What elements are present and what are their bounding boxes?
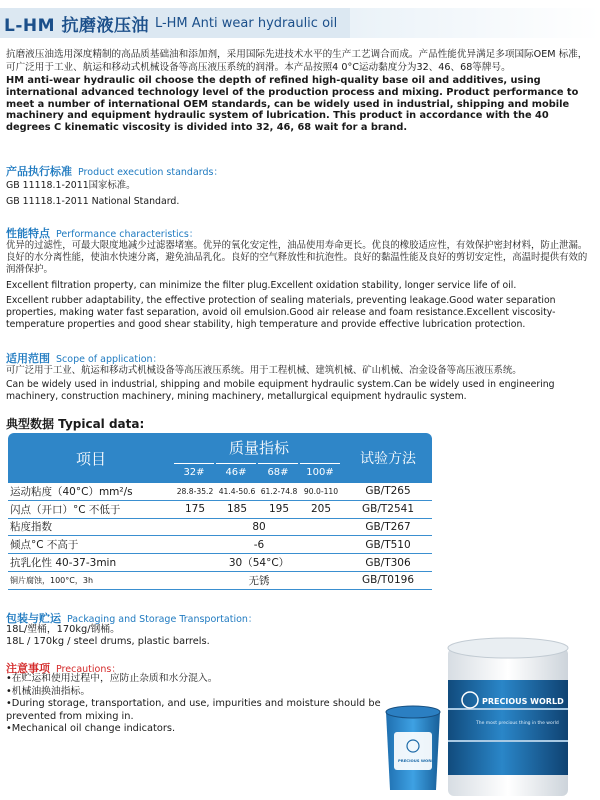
row-value: 80: [252, 520, 266, 533]
scope-title-en: Scope of application：: [56, 354, 163, 365]
drum-tagline-text: The most precious thing in the world: [476, 721, 559, 726]
performance-cn: 优异的过滤性，可最大限度地减少过滤器堵塞。优异的氧化安定性，油品使用寿命更长。优良的橡胶适应性，有效保护密封材料，防止泄漏。良好的水分离性能，使油水快速分离，避免油品乳化。良好的空气释放性和抗泡性。良好的黏温性能及良好的剪切安定性，高温时提供有效的润滑保护。: [6, 240, 588, 276]
packaging-body: [6, 624, 376, 648]
pail-lid: [386, 706, 440, 718]
row-value: -6: [253, 538, 265, 551]
title-banner: [0, 8, 350, 38]
page-subtitle: L-HM Anti wear hydraulic oil: [154, 15, 338, 31]
drum-rib: [448, 740, 568, 742]
performance-body: [6, 240, 594, 331]
row-method: GB/T2541: [361, 503, 414, 516]
scope-heading: [6, 350, 162, 366]
table-row: [8, 483, 432, 501]
row-method: GB/T265: [365, 485, 411, 498]
packaging-en: 18L / 170kg / steel drums, plastic barrels.: [6, 636, 210, 648]
row-value: 41.4-50.6: [218, 486, 256, 496]
typical-data-table: [8, 433, 432, 590]
table-row: [8, 536, 432, 554]
row-value: 28.8-35.2: [176, 486, 214, 496]
page-title: L-HM 抗磨液压油: [4, 15, 149, 36]
row-value: 无锈: [248, 574, 270, 587]
precautions-title-cn: 注意事项: [6, 662, 50, 675]
intro-section: [6, 48, 594, 134]
table-header: [8, 433, 432, 483]
row-value: 61.2-74.8: [260, 486, 298, 496]
precautions-list: [6, 673, 386, 736]
packaging-cn: 18L/塑桶，170kg/钢桶。: [6, 624, 120, 635]
packaging-title-cn: 包装与贮运: [6, 612, 61, 625]
banner-fade: [350, 8, 600, 38]
list-item: •机械油换油指标。: [6, 685, 91, 697]
row-value: 175: [184, 503, 206, 516]
grade-100-header: 100#: [300, 463, 340, 481]
standards-title-en: Product execution standards：: [78, 167, 223, 178]
scope-body: [6, 365, 594, 404]
grade-32-header: 32#: [174, 463, 214, 481]
standards-en: GB 11118.1-2011 National Standard.: [6, 196, 180, 208]
precautions-title-en: Precautions：: [56, 664, 121, 675]
row-value: 90.0-110: [303, 486, 339, 496]
typical-data-title: 典型数据 Typical data:: [6, 417, 145, 431]
performance-title-cn: 性能特点: [6, 227, 50, 240]
list-item: •在贮运和使用过程中，应防止杂质和水分混入。: [6, 673, 218, 684]
row-method: GB/T306: [365, 556, 411, 569]
row-item: 粘度指数: [10, 521, 52, 534]
row-value: 205: [310, 503, 332, 516]
pail-label: [394, 732, 432, 770]
intro-cn: 抗磨液压油选用深度精制的高品质基础油和添加剂，采用国际先进技术水平的生产工艺调合而成。产品性能优异满足多项国际OEM 标准，可广泛用于工业、航运和移动式机械设备等高压液压系统的润滑。本产品按照4 0°C运动黏度分为32、46、68等牌号。: [6, 49, 588, 73]
row-item: 铜片腐蚀，100°C，3h: [10, 575, 94, 585]
table-row: [8, 501, 432, 519]
row-method: GB/T267: [365, 520, 411, 533]
table-row: [8, 519, 432, 537]
standards-title-cn: 产品执行标准: [6, 165, 72, 178]
drum-rib: [448, 708, 568, 710]
scope-cn: 可广泛用于工业、航运和移动式机械设备等高压液压系统。用于工程机械、建筑机械、矿山机械、冶金设备等高压液压系统。: [6, 365, 522, 376]
table-row: [8, 554, 432, 572]
row-item: 抗乳化性 40-37-3min: [10, 557, 117, 570]
product-drums-illustration: [378, 620, 600, 800]
performance-title-en: Performance characteristics：: [56, 229, 199, 240]
grade-46-header: 46#: [216, 463, 256, 481]
row-value: 185: [226, 503, 248, 516]
col-quality-header: 质量指标: [228, 438, 289, 457]
row-item: 闪点（开口）°C 不低于: [10, 503, 121, 516]
row-item: 运动粘度（40°C）mm²/s: [10, 485, 133, 498]
standards-heading: [6, 163, 223, 179]
performance-en-2: Excellent rubber adaptability, the effective protection of sealing materials, preventing leakage.Good water separation properties, making water fast separation, avoid oil emulsion.Good air release and foam resistance.Excellent viscosity-temperature properties and good shear stability, high temperature and provide effective lubrication protection.: [6, 294, 556, 331]
row-value: 195: [268, 503, 290, 516]
drum-label: [448, 680, 568, 775]
standards-body: [6, 180, 594, 208]
packaging-title-en: Packaging and Storage Transportation：: [67, 614, 258, 625]
scope-en: Can be widely used in industrial, shipping and mobile equipment hydraulic system.Can be widely used in engineering machinery, construction machinery, mining machinery, metallurgical equipment hydraulic system.: [6, 379, 555, 403]
product-image: [378, 620, 600, 800]
row-method: GB/T0196: [361, 574, 414, 587]
table-row: [8, 572, 432, 590]
row-value: 30（54°C）: [228, 557, 290, 570]
row-item: 倾点°C 不高于: [10, 539, 79, 552]
performance-heading: [6, 225, 198, 241]
performance-en-1: Excellent filtration property, can minimize the filter plug.Excellent oxidation stability, longer service life of oil.: [6, 279, 517, 291]
drum-brand-text: PRECIOUS WORLD: [482, 697, 564, 706]
standards-cn: GB 11118.1-2011国家标准。: [6, 180, 136, 191]
intro-en: HM anti-wear hydraulic oil choose the depth of refined high-quality base oil and additives, using international advanced technology level of the production process and mixing. Product performance to meet a number of international OEM standards, can be widely used in industrial, shipping and mobile machinery and equipment hydraulic system of lubrication. This product in accordance with the 40 degrees C kinematic viscosity is divided into 32, 46, 68 wait for a brand.: [6, 75, 579, 134]
drum-top: [448, 638, 568, 658]
list-item: •Mechanical oil change indicators.: [6, 723, 176, 735]
scope-title-cn: 适用范围: [6, 352, 50, 365]
col-method-header: 试验方法: [360, 451, 416, 467]
list-item: •During storage, transportation, and use, impurities and moisture should be prevented from mixing in.: [6, 698, 381, 722]
pail-brand-text: PRECIOUS WORLD: [398, 758, 437, 763]
row-method: GB/T510: [365, 538, 411, 551]
grade-68-header: 68#: [258, 463, 298, 481]
col-item-header: 项目: [75, 449, 106, 468]
